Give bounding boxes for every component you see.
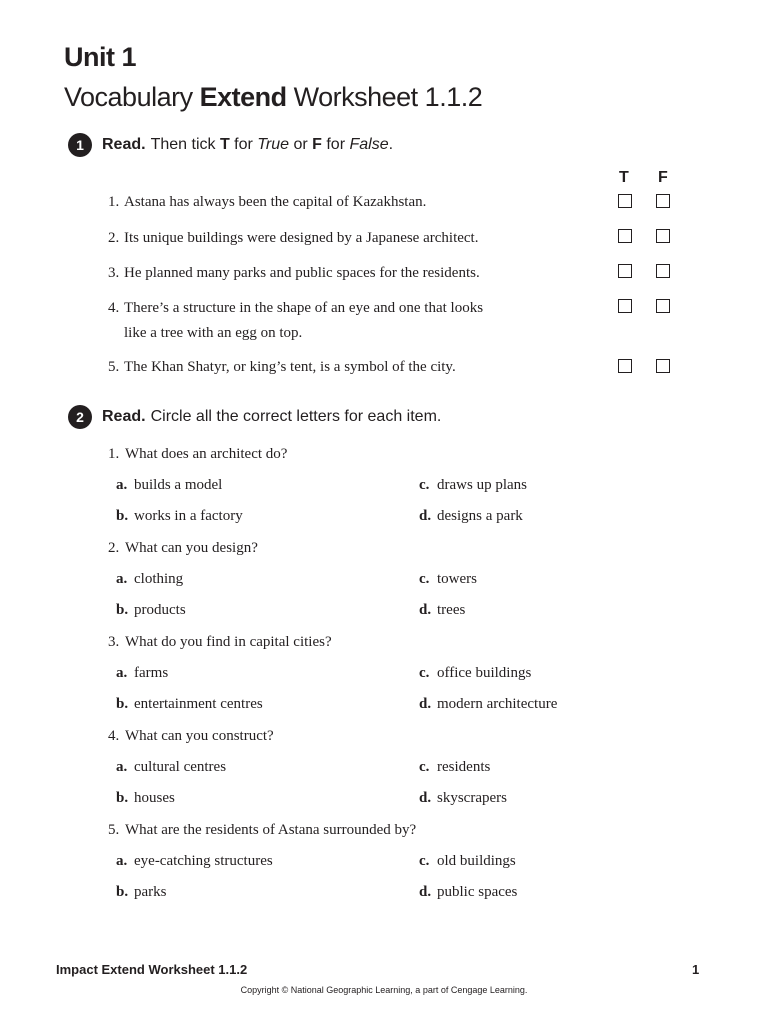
option-letter: c. [419,571,430,587]
instr-true: True [257,136,289,153]
instr-f: F [312,136,322,153]
option-text: entertainment centres [134,696,263,712]
statement-number: 4. [108,300,120,316]
instr-text: for [321,136,350,153]
statement-number: 3. [108,265,120,281]
q3-option-b[interactable] [116,696,263,713]
section-2-instruction [68,405,441,429]
option-letter: b. [116,508,129,524]
statement-3 [108,261,480,286]
unit-heading: Unit 1 [64,42,137,72]
statement-number: 5. [108,359,120,375]
section-2-number-badge: 2 [68,405,92,429]
q3-option-a[interactable] [116,665,168,682]
option-letter: a. [116,853,128,869]
statement-text-continued: like a tree with an egg on top. [124,325,303,341]
question-1 [108,446,287,463]
q1-option-a[interactable] [116,477,222,494]
statement-number: 1. [108,194,120,210]
true-checkbox-1[interactable] [618,194,632,208]
section-1-lead: Read. [102,136,146,153]
option-text: trees [437,602,466,618]
q5-option-b[interactable] [116,884,167,901]
option-text: parks [134,884,167,900]
instr-text: . [388,136,394,153]
question-number: 4. [108,728,120,744]
question-4 [108,728,274,745]
option-letter: b. [116,790,129,806]
option-text: office buildings [437,665,532,681]
option-text: residents [437,759,491,775]
option-text: clothing [134,571,184,587]
question-number: 2. [108,540,120,556]
option-letter: a. [116,477,128,493]
false-checkbox-4[interactable] [656,299,670,313]
option-letter: d. [419,508,432,524]
question-5 [108,822,416,839]
option-letter: a. [116,665,128,681]
page-number: 1 [692,962,700,977]
q2-option-d[interactable] [419,602,465,619]
worksheet-title [64,82,482,113]
statement-1 [108,190,426,215]
true-checkbox-2[interactable] [618,229,632,243]
title-bold-word: Extend [199,82,287,112]
option-text: designs a park [437,508,523,524]
false-checkbox-2[interactable] [656,229,670,243]
instr-false: False [349,136,389,153]
statement-text: Its unique buildings were designed by a Japanese architect. [124,230,479,246]
option-letter: b. [116,602,129,618]
option-text: builds a model [134,477,223,493]
q2-option-a[interactable] [116,571,183,588]
question-text: What can you construct? [125,728,274,744]
q4-option-a[interactable] [116,759,226,776]
true-checkbox-4[interactable] [618,299,632,313]
question-3 [108,634,332,651]
instr-text: or [289,136,313,153]
option-text: eye-catching structures [134,853,273,869]
q5-option-c[interactable] [419,853,516,870]
q4-option-d[interactable] [419,790,507,807]
question-number: 3. [108,634,120,650]
question-text: What do you find in capital cities? [125,634,332,650]
option-letter: d. [419,884,432,900]
option-text: modern architecture [437,696,558,712]
option-text: old buildings [437,853,516,869]
option-text: farms [134,665,169,681]
option-text: towers [437,571,477,587]
q2-option-b[interactable] [116,602,186,619]
section-1-instruction [68,133,393,157]
footer-title: Impact Extend Worksheet 1.1.2 [56,962,248,977]
statement-text: Astana has always been the capital of Kazakhstan. [124,194,427,210]
statement-text: The Khan Shatyr, or king’s tent, is a symbol of the city. [124,359,456,375]
option-text: works in a factory [134,508,243,524]
option-text: skyscrapers [437,790,507,806]
instr-text: Then tick [150,136,220,153]
statement-2 [108,226,478,251]
option-text: products [134,602,186,618]
q3-option-d[interactable] [419,696,557,713]
false-checkbox-5[interactable] [656,359,670,373]
option-letter: b. [116,696,129,712]
q4-option-b[interactable] [116,790,175,807]
option-text: public spaces [437,884,518,900]
copyright-notice: Copyright © National Geographic Learning, a part of Cengage Learning. [240,985,528,995]
option-letter: a. [116,571,128,587]
question-text: What does an architect do? [125,446,288,462]
option-text: cultural centres [134,759,227,775]
q2-option-c[interactable] [419,571,477,588]
section-2-lead: Read. [102,408,146,425]
option-letter: d. [419,790,432,806]
option-text: houses [134,790,175,806]
option-letter: b. [116,884,129,900]
question-number: 5. [108,822,120,838]
instr-t: T [219,136,230,153]
statement-number: 2. [108,230,120,246]
statement-5 [108,355,456,380]
question-2 [108,540,258,557]
statement-4 [108,296,483,346]
q1-option-c[interactable] [419,477,527,494]
column-header-true: T [619,169,629,186]
question-text: What can you design? [125,540,258,556]
statement-text: He planned many parks and public spaces for the residents. [124,265,480,281]
title-suffix: Worksheet 1.1.2 [286,82,483,112]
section-2-text: Circle all the correct letters for each item. [150,408,442,425]
question-number: 1. [108,446,120,462]
section-1-number-badge: 1 [68,133,92,157]
option-letter: a. [116,759,128,775]
true-checkbox-5[interactable] [618,359,632,373]
option-letter: d. [419,602,432,618]
option-letter: c. [419,853,430,869]
q3-option-c[interactable] [419,665,531,682]
option-letter: c. [419,477,430,493]
instr-text: for [229,136,258,153]
statement-text: There’s a structure in the shape of an eye and one that looks [124,300,484,316]
q5-option-a[interactable] [116,853,273,870]
title-prefix: Vocabulary [64,82,200,112]
q1-option-d[interactable] [419,508,523,525]
false-checkbox-1[interactable] [656,194,670,208]
option-letter: c. [419,665,430,681]
option-letter: d. [419,696,432,712]
q1-option-b[interactable] [116,508,243,525]
q4-option-c[interactable] [419,759,490,776]
option-text: draws up plans [437,477,527,493]
question-text: What are the residents of Astana surrounded by? [125,822,417,838]
q5-option-d[interactable] [419,884,517,901]
column-header-false: F [658,169,668,186]
true-checkbox-3[interactable] [618,264,632,278]
option-letter: c. [419,759,430,775]
false-checkbox-3[interactable] [656,264,670,278]
